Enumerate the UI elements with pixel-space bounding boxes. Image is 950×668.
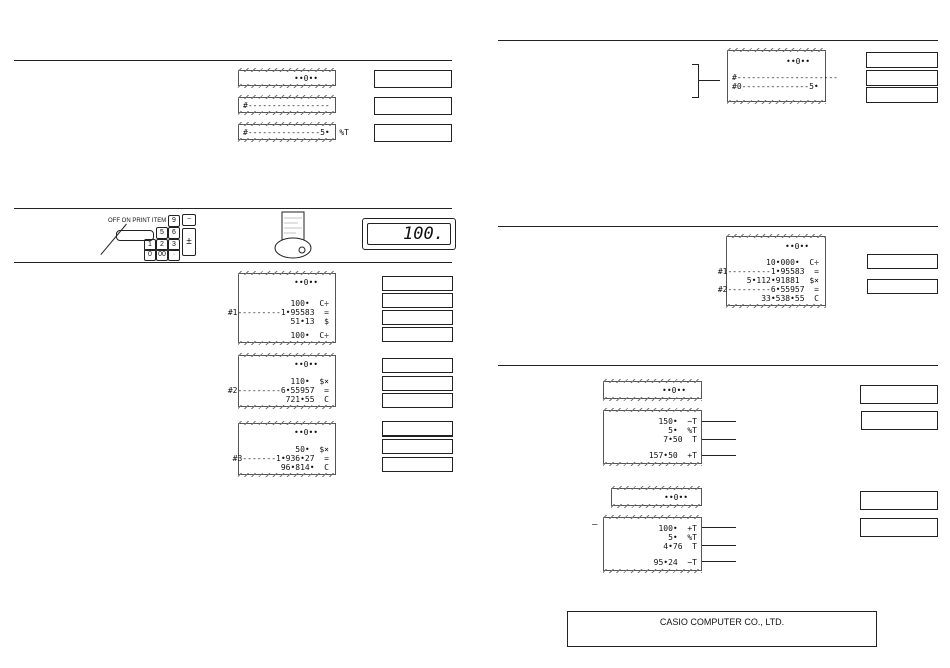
section-rule <box>14 60 452 61</box>
tape-printout <box>603 381 702 399</box>
key-entry-box <box>382 393 453 408</box>
tape-printout <box>603 517 702 571</box>
key-entry-box <box>382 376 453 391</box>
calculator-display <box>362 218 456 250</box>
tape-line: 5• %T <box>668 533 697 542</box>
key-entry-box <box>382 457 453 472</box>
tape-line: ••0•• <box>786 57 811 66</box>
key-9: 9 <box>168 215 180 227</box>
tape-line: 33•538•55 C <box>761 294 819 303</box>
key-entry-box <box>374 124 452 142</box>
tape-printout <box>227 355 336 407</box>
tape-line: 96•814• C <box>280 463 329 472</box>
connector-line <box>698 80 720 81</box>
tape-line: ••0•• <box>662 386 687 395</box>
key-entry-box <box>866 52 938 68</box>
switch-labels: OFF ON PRINT ITEM <box>108 218 167 224</box>
tape-line: #2---------6•55957 = <box>717 285 819 294</box>
tape-line: ••0•• <box>785 242 810 251</box>
tape-printout <box>238 124 349 140</box>
key-00: 00 <box>156 249 168 261</box>
key-3: 3 <box>168 239 180 251</box>
tape-line: ••0•• <box>664 493 689 502</box>
tape-line: ••0•• <box>294 74 319 83</box>
tape-line: #1---------1•95583 = <box>227 308 329 317</box>
display-value: 100. <box>367 223 451 245</box>
tape-line: 100• +T <box>658 524 697 533</box>
section-rule <box>498 226 938 227</box>
section-rule <box>498 40 938 41</box>
key-entry-box <box>382 327 453 342</box>
tape-printout <box>227 273 336 343</box>
tape-line: 110• $× <box>290 377 329 386</box>
leader-line <box>702 455 736 456</box>
key-entry-box <box>866 87 938 103</box>
tape-line: ••0•• <box>294 428 319 437</box>
key-0: 0 <box>144 249 156 261</box>
leader-line <box>702 421 736 422</box>
tape-line: 157•50 +T <box>648 451 697 460</box>
tape-line: 100• C÷ <box>290 299 329 308</box>
tape-line: 150• −T <box>658 417 697 426</box>
key-6: 6 <box>168 227 180 239</box>
key-entry-box <box>382 276 453 291</box>
tape-line: 95•24 −T <box>653 558 697 567</box>
key-entry-box <box>374 70 452 88</box>
leader-line <box>702 545 736 546</box>
tape-line: 5•112•91881 $× <box>746 276 819 285</box>
tape-printout <box>611 488 702 506</box>
key-plus-minus: ± <box>182 228 196 256</box>
section-rule <box>14 208 452 209</box>
key-entry-box <box>382 310 453 325</box>
tape-line: #----------------- <box>243 101 330 110</box>
key-entry-box <box>866 70 938 86</box>
dash-mark: – <box>592 520 598 530</box>
tape-line: #3-------1•936•27 = <box>232 454 329 463</box>
footer-company-name: CASIO COMPUTER CO., LTD. <box>567 611 877 647</box>
tape-line: 4•76 T <box>663 542 697 551</box>
tape-line: #1---------1•95583 = <box>717 267 819 276</box>
tape-line: 5• %T <box>668 426 697 435</box>
key-point: · <box>168 249 180 261</box>
key-5: 5 <box>156 227 168 239</box>
tape-printout <box>727 50 838 102</box>
key-entry-box <box>382 358 453 373</box>
tape-printout <box>232 423 336 475</box>
tape-line: #--------------------- <box>732 73 838 82</box>
section-rule <box>498 365 938 366</box>
tape-line: 50• $× <box>295 445 329 454</box>
leader-line <box>702 561 736 562</box>
bracket <box>692 64 699 98</box>
key-minus: − <box>182 214 196 226</box>
tape-line: #---------------5• %T <box>243 128 349 137</box>
key-entry-box <box>382 293 453 308</box>
key-entry-box <box>382 439 453 454</box>
tape-printout <box>717 236 826 306</box>
tape-line: 7•50 T <box>663 435 697 444</box>
key-entry-box <box>861 411 938 430</box>
key-2: 2 <box>156 239 168 251</box>
paper-roll-icon <box>268 210 318 260</box>
tape-printout <box>238 70 336 86</box>
tape-printout <box>603 410 702 464</box>
tape-line: 721•55 C <box>285 395 329 404</box>
key-entry-box <box>867 279 938 294</box>
section-rule <box>14 262 452 263</box>
key-entry-box <box>860 491 938 510</box>
tape-line: 51•13 $ <box>290 317 329 326</box>
leader-line <box>702 439 736 440</box>
leader-line <box>702 527 736 528</box>
key-entry-box <box>382 421 453 436</box>
key-entry-box <box>860 518 938 537</box>
tape-line: 10•000• C÷ <box>766 258 819 267</box>
tape-line: #2---------6•55957 = <box>227 386 329 395</box>
tape-printout <box>238 97 336 113</box>
key-entry-box <box>374 97 452 115</box>
key-entry-box <box>860 385 938 404</box>
tape-line: 100• C÷ <box>290 331 329 340</box>
key-1: 1 <box>144 239 156 251</box>
tape-line: ••0•• <box>294 278 319 287</box>
key-entry-box <box>867 254 938 269</box>
tape-line: ••0•• <box>294 360 319 369</box>
tape-line: #0--------------5• <box>732 82 819 91</box>
